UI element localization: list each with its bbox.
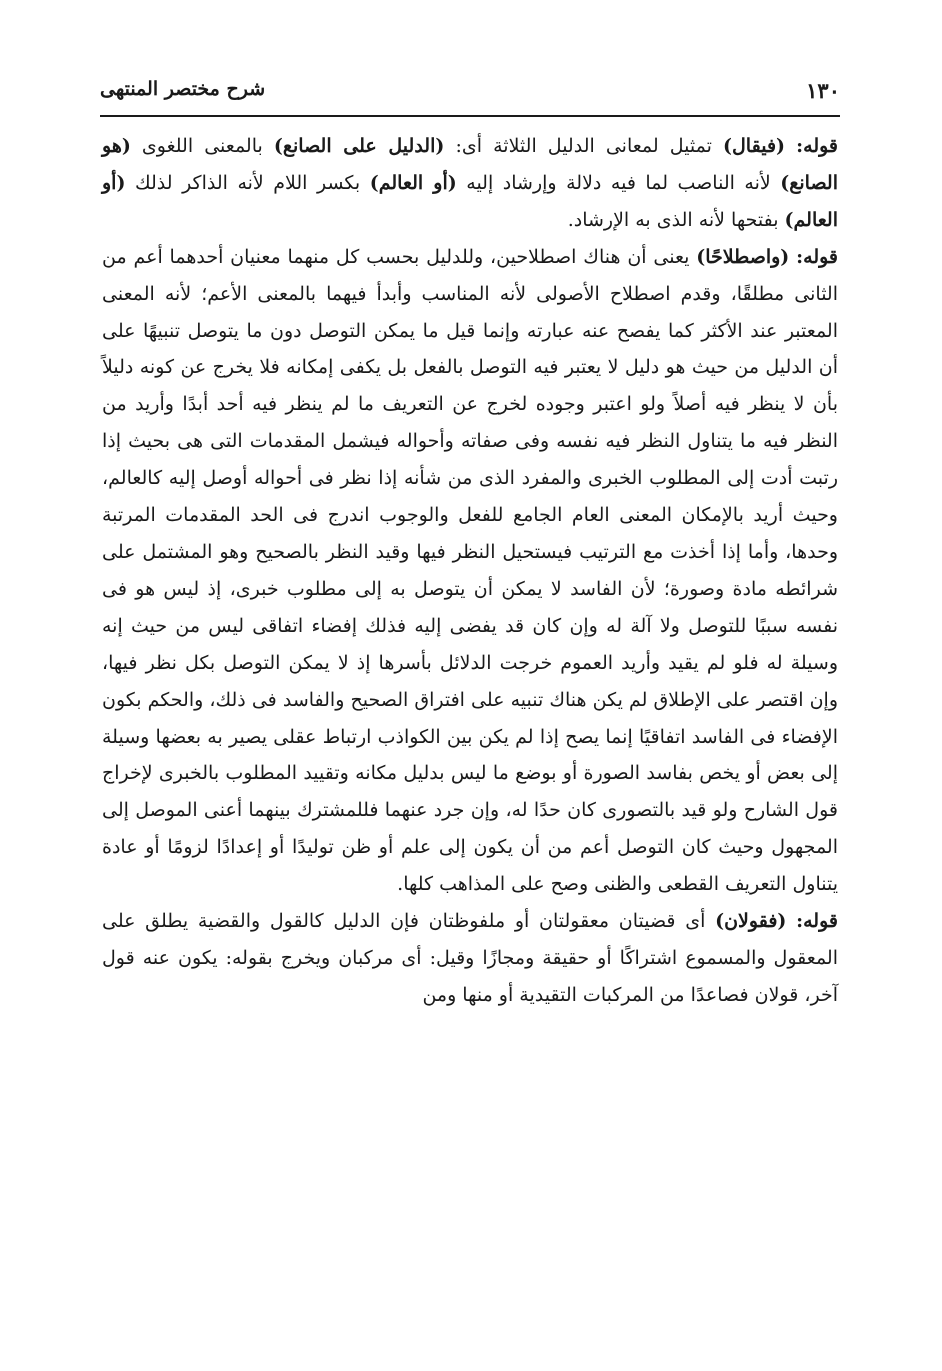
- commentary-body: [102, 128, 838, 1014]
- quoted-term: (هو الصانع): [102, 135, 839, 194]
- text-segment: بكسر اللام لأنه الذاكر لذلك: [125, 171, 370, 194]
- text-segment: يعنى أن هناك اصطلاحين، وللدليل بحسب كل منهما معنيان أحدهما أعم من الثانى مطلقًا، وقدم اصطلاح الأصولى لأنه المناسب وأبدأ فيهما بالمعنى الأعم؛ لأنه المعنى المعتبر عند الأكثر كما يفصح عنه عبارته وإنما قيل ما يمكن التوصل دون ما يتوصل تنبيهًا على أن الدليل من حيث هو دليل لا يعتبر فيه التوصل بالفعل بل يكفى إمكانه فلا يخرج عن كونه دليلاً بأن لا ينظر فيه أصلاً ولو اعتبر وجوده لخرج عن التعريف ما لم ينظر فيه أحد أبدًا وأريد من النظر فيه ما يتناول النظر فيه نفسه وفى صفاته وأحواله فيشمل المقدمات التى هى بحيث إذا رتبت أدت إلى المطلوب الخبرى والمفرد الذى من شأنه إذا نظر فى أحواله أوصل إليه كالعالم، وحيث أريد بالإمكان المعنى العام الجامع للفعل والوجوب اندرج فى الحد المقدمات المرتبة وحدها، وأما إذا أخذت مع الترتيب فيستحيل النظر فيها وقيد النظر بالصحيح وهو المشتمل على شرائطه مادة وصورة؛ لأن الفاسد لا يمكن أن يتوصل به إلى مطلوب خبرى، إذ ليس هو فى نفسه سببًا للتوصل ولا آلة له وإن كان قد يفضى إليه فذلك إفضاء اتفاقى ليس من حيث إنه وسيلة له فلو لم يقيد وأريد العموم خرجت الدلائل بأسرها إذ لا يمكن التوصل بكل نظر فيها، وإن اقتصر على الإطلاق لم يكن هناك تنبيه على افتراق الصحيح والفاسد فى ذلك، والحكم بكون الإفضاء فى الفاسد اتفاقيًا إنما يصح إذا لم يكن بين الكواذب ارتباط عقلى يصير به بعضها وسيلة إلى بعض أو يخص بفاسد الصورة أو بوضع ما ليس بدليل مكانه وتقييد المطلوب بالخبرى لإخراج قول الشارح ولو قيد بالتصورى كان حدًا له، وإن جرد عنهما فللمشترك بينهما أعنى الموصل إلى المجهول وحيث كان التوصل أعم من أن يكون إلى علم أو ظن توليدًا أو إعدادًا لزومًا أو عادة يتناول التعريف القطعى والظنى وصح على المذاهب كلها.: [102, 245, 838, 896]
- paragraph-label: قوله:: [796, 135, 839, 157]
- quoted-term: (فيقال): [723, 135, 786, 157]
- running-title: شرح مختصر المنتهى: [100, 78, 266, 100]
- paragraph: [102, 128, 838, 239]
- paragraph-label: قوله:: [796, 910, 838, 933]
- quoted-term: (أو العالم): [369, 171, 457, 194]
- paragraph: [102, 239, 838, 903]
- text-segment: بفتحها لأنه الذى به الإرشاد.: [567, 208, 785, 231]
- text-segment: لأنه الناصب لما فيه دلالة وإرشاد إليه: [456, 171, 781, 194]
- page-number: ١٣٠: [806, 78, 840, 103]
- quoted-term: (فقولان): [715, 910, 787, 933]
- text-segment: بالمعنى اللغوى: [130, 135, 274, 157]
- page-header: [100, 78, 840, 108]
- quoted-term: (الدليل على الصانع): [273, 135, 445, 157]
- text-segment: تمثيل لمعانى الدليل الثلاثة أى:: [444, 135, 724, 157]
- text-segment: أى قضيتان معقولتان أو ملفوظتان فإن الدليل كالقول والقضية يطلق على المعقول والمسموع اشتراكًا أو حقيقة ومجازًا وقيل: أى مركبان ويخرج بقوله: يكون عنه قول آخر، قولان فصاعدًا من المركبات التقيدية أو منها ومن: [102, 910, 838, 1006]
- quoted-term: (واصطلاحًا): [696, 245, 790, 268]
- paragraph: [102, 903, 838, 1014]
- header-rule: [100, 115, 840, 117]
- paragraph-label: قوله:: [796, 245, 839, 268]
- text-segment: [786, 910, 796, 932]
- quoted-term: (أو العالم): [102, 171, 838, 231]
- text-segment: [785, 135, 796, 157]
